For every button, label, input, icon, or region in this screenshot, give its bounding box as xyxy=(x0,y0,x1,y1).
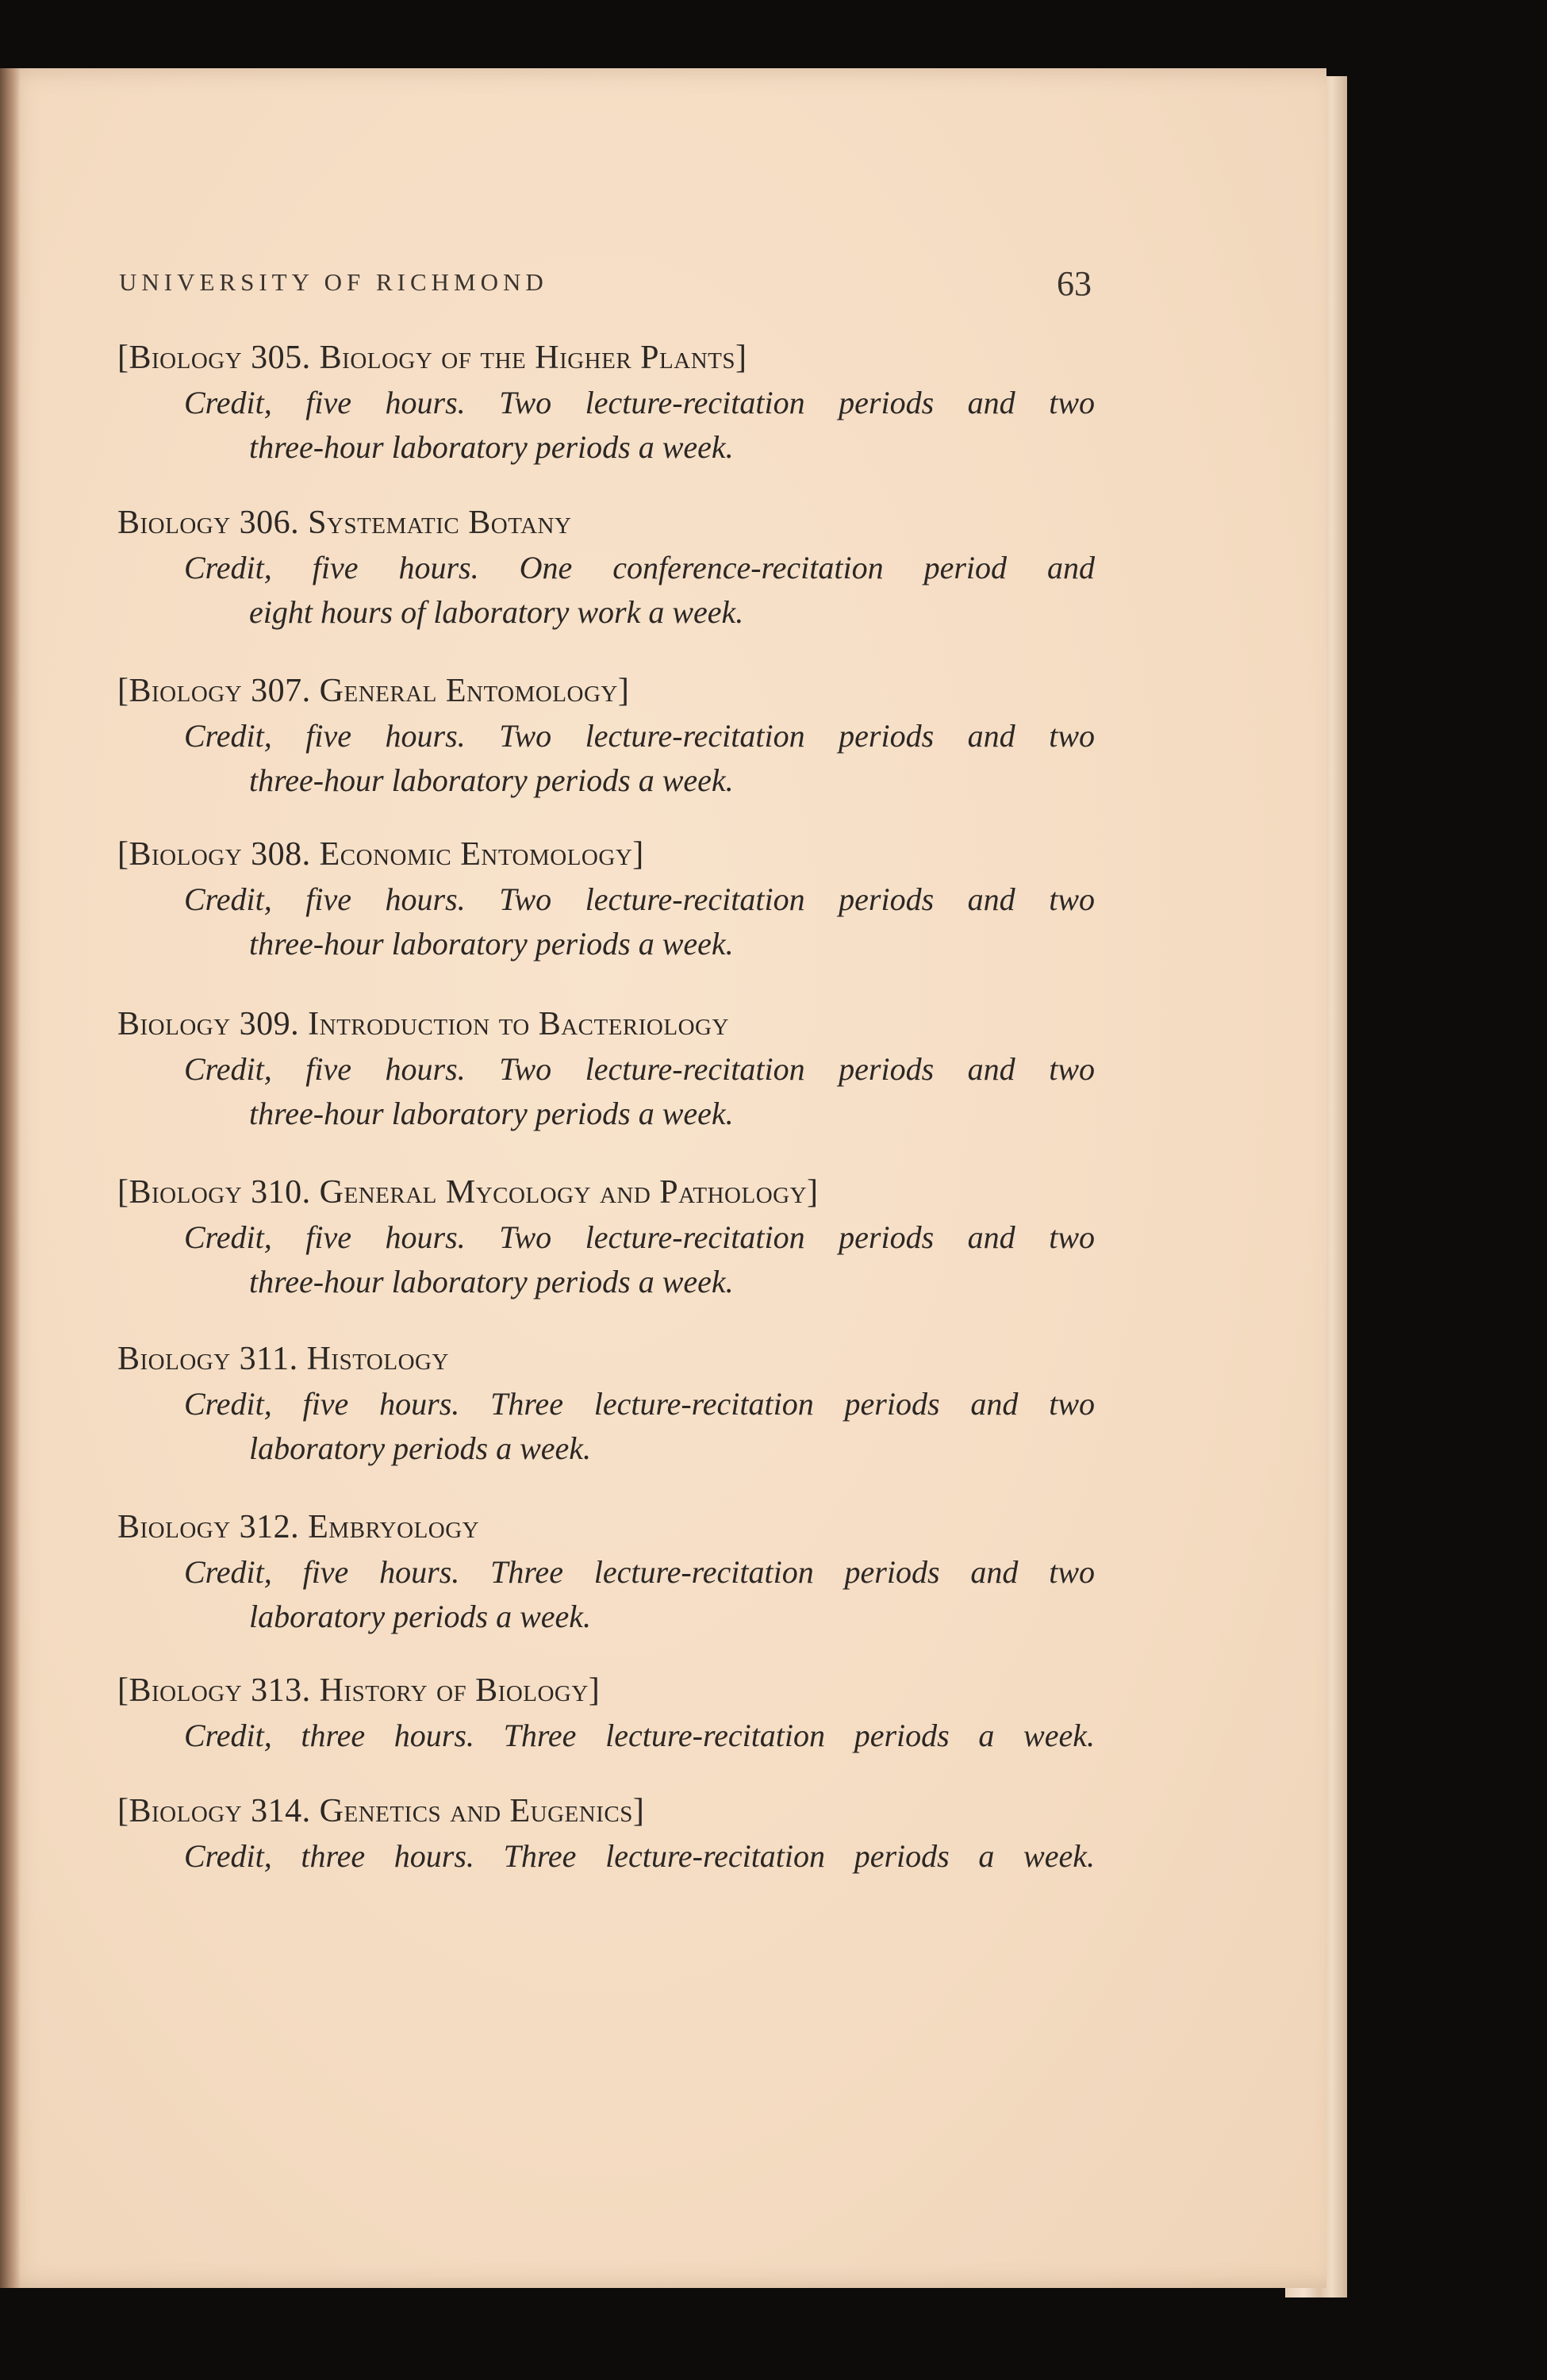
course-description xyxy=(184,1382,1095,1471)
description-line: laboratory periods a week. xyxy=(249,1430,592,1466)
course-title: [Biology 310. General Mycology and Pathology] xyxy=(117,1174,819,1211)
running-head xyxy=(119,263,1092,311)
course-description xyxy=(184,381,1095,470)
course-title: [Biology 314. Genetics and Eugenics] xyxy=(117,1793,645,1829)
course-entry xyxy=(117,1790,1095,1885)
description-line: laboratory periods a week. xyxy=(249,1599,592,1634)
description-line: three-hour laboratory periods a week. xyxy=(249,1096,734,1131)
course-entry xyxy=(117,670,1095,833)
course-entry xyxy=(117,1506,1095,1669)
course-title: Biology 309. Introduction to Bacteriology xyxy=(117,1006,729,1042)
course-description xyxy=(184,877,1095,966)
page-number: 63 xyxy=(1057,264,1092,303)
course-entry xyxy=(117,1003,1095,1171)
course-entry xyxy=(117,1338,1095,1506)
description-line: three-hour laboratory periods a week. xyxy=(249,926,734,962)
course-title: Biology 306. Systematic Botany xyxy=(117,505,572,541)
running-title: UNIVERSITY OF RICHMOND xyxy=(119,268,548,296)
description-line: eight hours of laboratory work a week. xyxy=(249,594,744,630)
course-title: [Biology 307. General Entomology] xyxy=(117,673,630,709)
description-line: three-hour laboratory periods a week. xyxy=(249,762,734,798)
course-title: [Biology 308. Economic Entomology] xyxy=(117,836,644,873)
book-gutter xyxy=(0,68,21,2288)
course-description xyxy=(184,1047,1095,1136)
course-title: [Biology 305. Biology of the Higher Plants] xyxy=(117,340,747,376)
course-entry xyxy=(117,1669,1095,1790)
description-line: Credit, three hours. Three lecture-recitation periods a week. xyxy=(184,1838,1095,1874)
course-description xyxy=(184,1714,1095,1758)
description-line: Credit, five hours. Three lecture-recitation periods and two xyxy=(184,1554,1095,1590)
course-entry xyxy=(117,833,1095,1003)
description-line: Credit, five hours. Three lecture-recitation periods and two xyxy=(184,1386,1095,1422)
description-line: Credit, five hours. One conference-recitation period and xyxy=(184,550,1095,585)
description-line: three-hour laboratory periods a week. xyxy=(249,1264,734,1299)
description-line: Credit, five hours. Two lecture-recitation periods and two xyxy=(184,881,1095,917)
course-list xyxy=(117,336,1095,1885)
course-description xyxy=(184,1550,1095,1639)
description-line: Credit, three hours. Three lecture-recitation periods a week. xyxy=(184,1718,1095,1753)
course-entry xyxy=(117,501,1095,670)
course-entry xyxy=(117,336,1095,501)
course-description xyxy=(184,1215,1095,1304)
course-title: Biology 311. Histology xyxy=(117,1341,449,1377)
course-title: [Biology 313. History of Biology] xyxy=(117,1672,601,1709)
course-title: Biology 312. Embryology xyxy=(117,1509,480,1545)
course-description xyxy=(184,714,1095,803)
course-description xyxy=(184,546,1095,635)
course-entry xyxy=(117,1171,1095,1338)
description-line: Credit, five hours. Two lecture-recitation periods and two xyxy=(184,1219,1095,1255)
description-line: Credit, five hours. Two lecture-recitation periods and two xyxy=(184,1051,1095,1087)
description-line: Credit, five hours. Two lecture-recitation periods and two xyxy=(184,718,1095,754)
course-description xyxy=(184,1834,1095,1879)
description-line: three-hour laboratory periods a week. xyxy=(249,429,734,465)
description-line: Credit, five hours. Two lecture-recitation periods and two xyxy=(184,385,1095,420)
